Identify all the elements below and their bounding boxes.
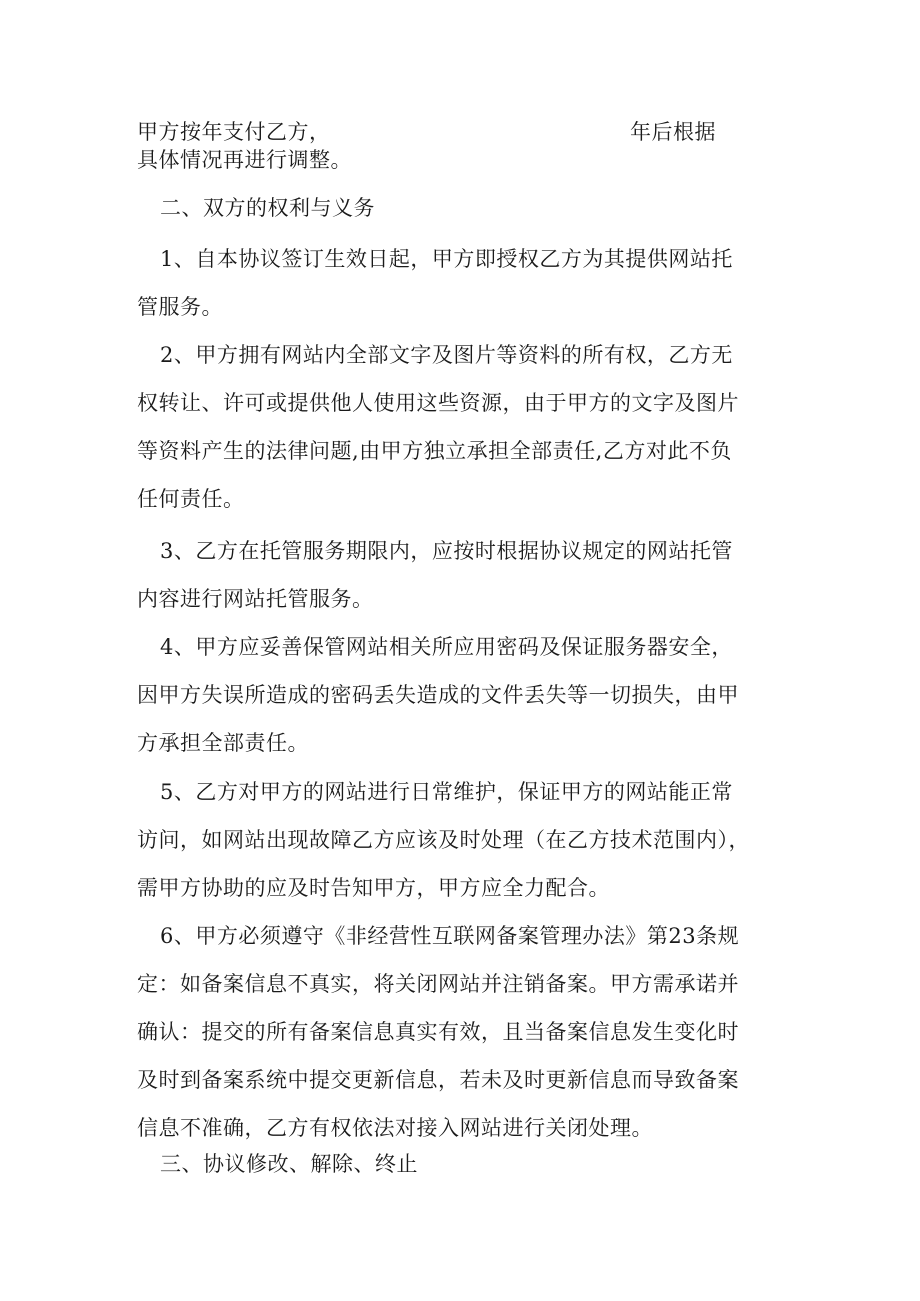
clause-1-line-2: 管服务。 <box>137 295 223 319</box>
clause-6-line-3: 确认：提交的所有备案信息真实有效，且当备案信息发生变化时 <box>137 1020 739 1044</box>
payment-clause-continuation: 具体情况再进行调整。 <box>137 148 352 172</box>
clause-3-line-2: 内容进行网站托管服务。 <box>137 587 374 611</box>
payment-clause-start: 甲方按年支付乙方， <box>137 120 331 144</box>
clause-1-line-1: 1、自本协议签订生效日起，甲方即授权乙方为其提供网站托 <box>160 247 733 271</box>
clause-3-line-1: 3、乙方在托管服务期限内，应按时根据协议规定的网站托管 <box>160 539 733 563</box>
clause-4-line-3: 方承担全部责任。 <box>137 731 309 755</box>
clause-5-line-3: 需甲方协助的应及时告知甲方，甲方应全力配合。 <box>137 876 610 900</box>
clause-6-line-1: 6、甲方必须遵守《非经营性互联网备案管理办法》第23条规 <box>160 924 740 948</box>
clause-5-line-1: 5、乙方对甲方的网站进行日常维护，保证甲方的网站能正常 <box>160 780 733 804</box>
clause-2-line-2: 权转让、许可或提供他人使用这些资源，由于甲方的文字及图片 <box>137 391 739 415</box>
clause-4-line-1: 4、甲方应妥善保管网站相关所应用密码及保证服务器安全， <box>160 635 733 659</box>
section-2-heading: 二、双方的权利与义务 <box>160 196 375 220</box>
clause-5-line-2: 访问，如网站出现故障乙方应该及时处理（在乙方技术范围内）， <box>137 828 750 852</box>
clause-2-line-3: 等资料产生的法律问题,由甲方独立承担全部责任,乙方对此不负 <box>137 439 732 463</box>
clause-6-line-2: 定：如备案信息不真实，将关闭网站并注销备案。甲方需承诺并 <box>137 972 739 996</box>
clause-6-line-4: 及时到备案系统中提交更新信息，若未及时更新信息而导致备案 <box>137 1068 739 1092</box>
payment-clause-tail: 年后根据 <box>630 120 716 144</box>
section-3-heading: 三、协议修改、解除、终止 <box>160 1152 418 1176</box>
clause-6-line-5: 信息不准确，乙方有权依法对接入网站进行关闭处理。 <box>137 1116 653 1140</box>
clause-2-line-1: 2、甲方拥有网站内全部文字及图片等资料的所有权，乙方无 <box>160 343 733 367</box>
clause-4-line-2: 因甲方失误所造成的密码丢失造成的文件丢失等一切损失，由甲 <box>137 683 739 707</box>
clause-2-line-4: 任何责任。 <box>137 487 245 511</box>
